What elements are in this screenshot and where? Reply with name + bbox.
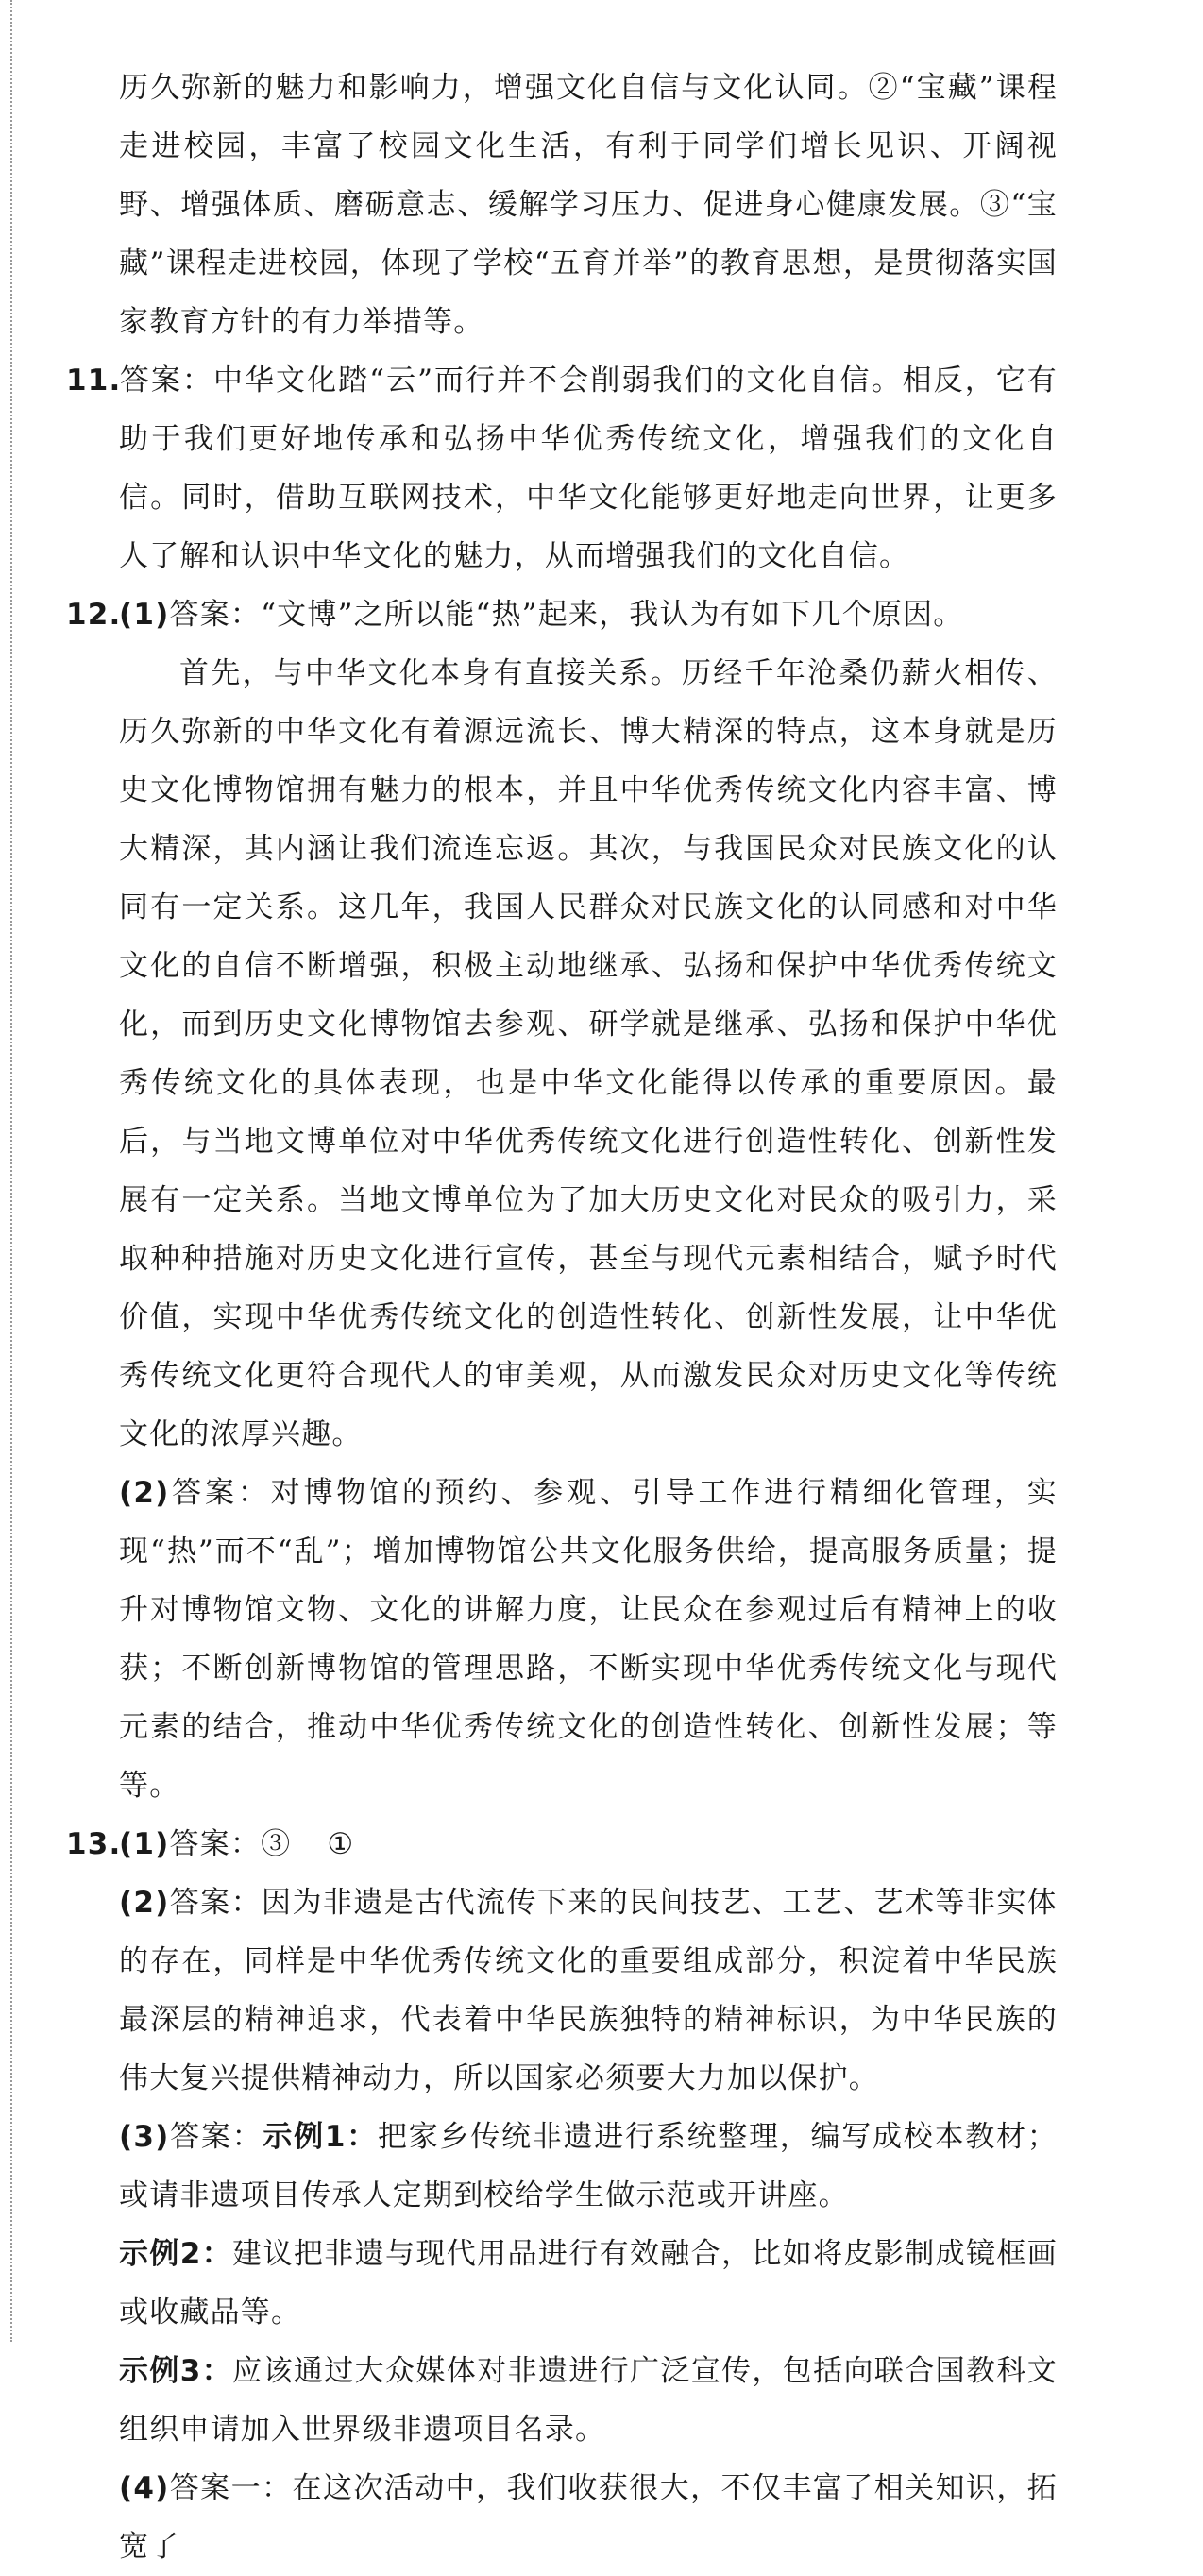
q13-example3-text: 应该通过大众媒体对非遗进行广泛宣传，包括向联合国教科文组织申请加入世界级非遗项目名录。 xyxy=(119,2354,1058,2447)
q12-part1-intro-text: 答案：“文博”之所以能“热”起来，我认为有如下几个原因。 xyxy=(169,598,964,632)
q13-example2-text: 建议把非遗与现代用品进行有效融合，比如将皮影制成镜框画或收藏品等。 xyxy=(119,2237,1058,2330)
q11-text: 答案：中华文化踏“云”而行并不会削弱我们的文化自信。相反，它有助于我们更好地传承和弘扬中华优秀传统文化，增强我们的文化自信。同时，借助互联网技术，中华文化能够更好地走向世界，让更多人了解和认识中华文化的魅力，从而增强我们的文化自信。 xyxy=(119,364,1058,573)
q13-part1-answer-a: ③ xyxy=(261,1827,292,1861)
q13-part3-label: (3) xyxy=(119,2120,170,2154)
q13-example1-label: 示例1： xyxy=(263,2120,378,2154)
q13-example1-text: 把家乡传统非遗进行系统整理，编写成校本教材；或请非遗项目传承人定期到校给学生做示范或开讲座。 xyxy=(119,2120,1058,2212)
q11-number: 11. xyxy=(66,364,122,398)
margin-dotted-rule xyxy=(10,0,12,2342)
q13-part1-text: 答案： xyxy=(169,1827,262,1861)
q13-part3-example3 xyxy=(66,2342,1058,2459)
q12-part2-label: (2) xyxy=(119,1476,170,1510)
q11-answer xyxy=(66,351,1058,585)
answer-page xyxy=(66,59,1058,2576)
q12-number: 12. xyxy=(66,598,122,632)
q13-part1-label: (1) xyxy=(119,1827,170,1861)
q12-part2-text: 答案：对博物馆的预约、参观、引导工作进行精细化管理，实现“热”而不“乱”；增加博物馆公共文化服务供给，提高服务质量；提升对博物馆文物、文化的讲解力度，让民众在参观过后有精神上的收获；不断创新博物馆的管理思路，不断实现中华优秀传统文化与现代元素的结合，推动中华优秀传统文化的创造性转化、创新性发展；等等。 xyxy=(119,1476,1058,1803)
q13-part3-example2 xyxy=(66,2225,1058,2342)
q13-part3-prefix: 答案： xyxy=(169,2120,263,2154)
q13-part3-example1 xyxy=(66,2108,1058,2225)
q13-example2-label: 示例2： xyxy=(119,2237,233,2271)
q12-part1-body xyxy=(66,644,1058,1464)
q12-part1-label: (1) xyxy=(119,598,170,632)
q13-example3-label: 示例3： xyxy=(119,2354,233,2388)
q13-part2-text: 答案：因为非遗是古代流传下来的民间技艺、工艺、艺术等非实体的存在，同样是中华优秀传统文化的重要组成部分，积淀着中华民族最深层的精神追求，代表着中华民族独特的精神标识，为中华民族的伟大复兴提供精神动力，所以国家必须要大力加以保护。 xyxy=(119,1886,1058,2095)
q12-part2 xyxy=(66,1464,1058,1815)
q13-part4-text: 答案一：在这次活动中，我们收获很大，不仅丰富了相关知识，拓宽了 xyxy=(119,2471,1058,2564)
q13-part1 xyxy=(66,1815,1058,1873)
q10-tail-text: 历久弥新的魅力和影响力，增强文化自信与文化认同。②“宝藏”课程走进校园，丰富了校园文化生活，有利于同学们增长见识、开阔视野、增强体质、磨砺意志、缓解学习压力、促进身心健康发展。③“宝藏”课程走进校园，体现了学校“五育并举”的教育思想，是贯彻落实国家教育方针的有力举措等。 xyxy=(119,71,1058,339)
q12-part1-body-text: 首先，与中华文化本身有直接关系。历经千年沧桑仍薪火相传、历久弥新的中华文化有着源远流长、博大精深的特点，这本身就是历史文化博物馆拥有魅力的根本，并且中华优秀传统文化内容丰富、博大精深，其内涵让我们流连忘返。其次，与我国民众对民族文化的认同有一定关系。这几年，我国人民群众对民族文化的认同感和对中华文化的自信不断增强，积极主动地继承、弘扬和保护中华优秀传统文化，而到历史文化博物馆去参观、研学就是继承、弘扬和保护中华优秀传统文化的具体表现，也是中华文化能得以传承的重要原因。最后，与当地文博单位对中华优秀传统文化进行创造性转化、创新性发展有一定关系。当地文博单位为了加大历史文化对民众的吸引力，采取种种措施对历史文化进行宣传，甚至与现代元素相结合，赋予时代价值，实现中华优秀传统文化的创造性转化、创新性发展，让中华优秀传统文化更符合现代人的审美观，从而激发民众对历史文化等传统文化的浓厚兴趣。 xyxy=(119,656,1058,1451)
q13-part4-label: (4) xyxy=(119,2471,170,2505)
q13-part4 xyxy=(66,2459,1058,2576)
q13-number: 13. xyxy=(66,1827,122,1861)
q13-part1-answer-b: ① xyxy=(327,1827,355,1861)
q12-part1-intro xyxy=(66,585,1058,644)
q13-part2-label: (2) xyxy=(119,1886,170,1920)
q13-part2 xyxy=(66,1873,1058,2108)
q10-continuation xyxy=(66,59,1058,351)
